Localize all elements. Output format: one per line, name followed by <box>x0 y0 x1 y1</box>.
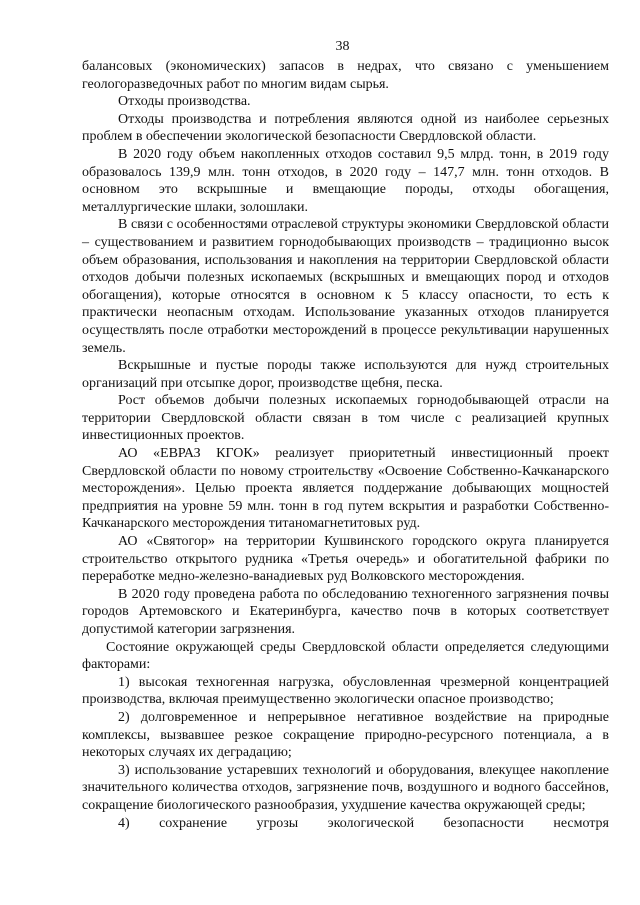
document-body <box>82 58 609 832</box>
page-number: 38 <box>335 39 350 54</box>
paragraph: В связи с особенностями отраслевой структуры экономики Свердловской области – существованием и развитием горнодобывающих производств – традиционно высок объем образования, использования и накопления на территории Свердловской области отходов добычи полезных ископаемых (вскрышных и вмещающих пород и отходов обогащения), которые относятся в основном к 5 классу опасности, то есть к практически неопасным отходам. Использование указанных отходов планируется осуществлять после отработки месторождений в процессе рекультивации нарушенных земель. <box>82 217 609 356</box>
paragraph: Вскрышные и пустые породы также используются для нужд строительных организаций при отсыпке дорог, производстве щебня, песка. <box>82 358 609 391</box>
paragraph: 3) использование устаревших технологий и оборудования, влекущее накопление значительного количества отходов, загрязнение почв, воздушного и водного бассейнов, сокращение биологического разнообразия, ухудшение качества окружающей среды; <box>82 762 609 813</box>
paragraph: балансовых (экономических) запасов в недрах, что связано с уменьшением геологоразведочных работ по многим видам сырья. <box>82 59 609 92</box>
paragraph: В 2020 году проведена работа по обследованию техногенного загрязнения почвы городов Артемовского и Екатеринбурга, качество почв в которых соответствует допустимой категории загрязнения. <box>82 586 609 637</box>
paragraph: АО «ЕВРАЗ КГОК» реализует приоритетный инвестиционный проект Свердловской области по новому строительству «Освоение Собственно-Качканарского месторождения». Целью проекта является поддержание добывающих мощностей предприятия на уровне 59 млн. тонн в год путем вскрытия и разработки Собственно-Качканарского месторождения титаномагнетитовых руд. <box>82 446 609 532</box>
paragraph: АО «Святогор» на территории Кушвинского городского округа планируется строительство открытого рудника «Третья очередь» и обогатительной фабрики по переработке медно-железно-ванадиевых руд Волковского месторождения. <box>82 534 609 585</box>
paragraph: 1) высокая техногенная нагрузка, обусловленная чрезмерной концентрацией производства, включая преимущественно экологически опасное производство; <box>82 674 609 708</box>
paragraph: Рост объемов добычи полезных ископаемых горнодобывающей отрасли на территории Свердловской области связан в том числе с реализацией крупных инвестиционных проектов. <box>82 393 609 444</box>
paragraph: Отходы производства. <box>118 94 251 110</box>
paragraph: 2) долговременное и непрерывное негативное воздействие на природные комплексы, вызвавшее резкое сокращение природно-ресурсного потенциала, а в некоторых случаях их деградацию; <box>82 709 609 761</box>
paragraph: Отходы производства и потребления являются одной из наиболее серьезных проблем в обеспечении экологической безопасности Свердловской области. <box>82 111 609 145</box>
document-page <box>82 38 609 888</box>
paragraph: В 2020 году объем накопленных отходов составил 9,5 млрд. тонн, в 2019 году образовалось 139,9 млн. тонн отходов, в 2020 году – 147,7 млн. тонн отходов. В основном это вскрышные и вмещающие породы, отходы обогащения, металлургические шлаки, золошлаки. <box>82 146 609 215</box>
paragraph: 4) сохранение угрозы экологической безопасности несмотря <box>118 815 609 831</box>
paragraph: Состояние окружающей среды Свердловской области определяется следующими факторами: <box>82 639 609 673</box>
